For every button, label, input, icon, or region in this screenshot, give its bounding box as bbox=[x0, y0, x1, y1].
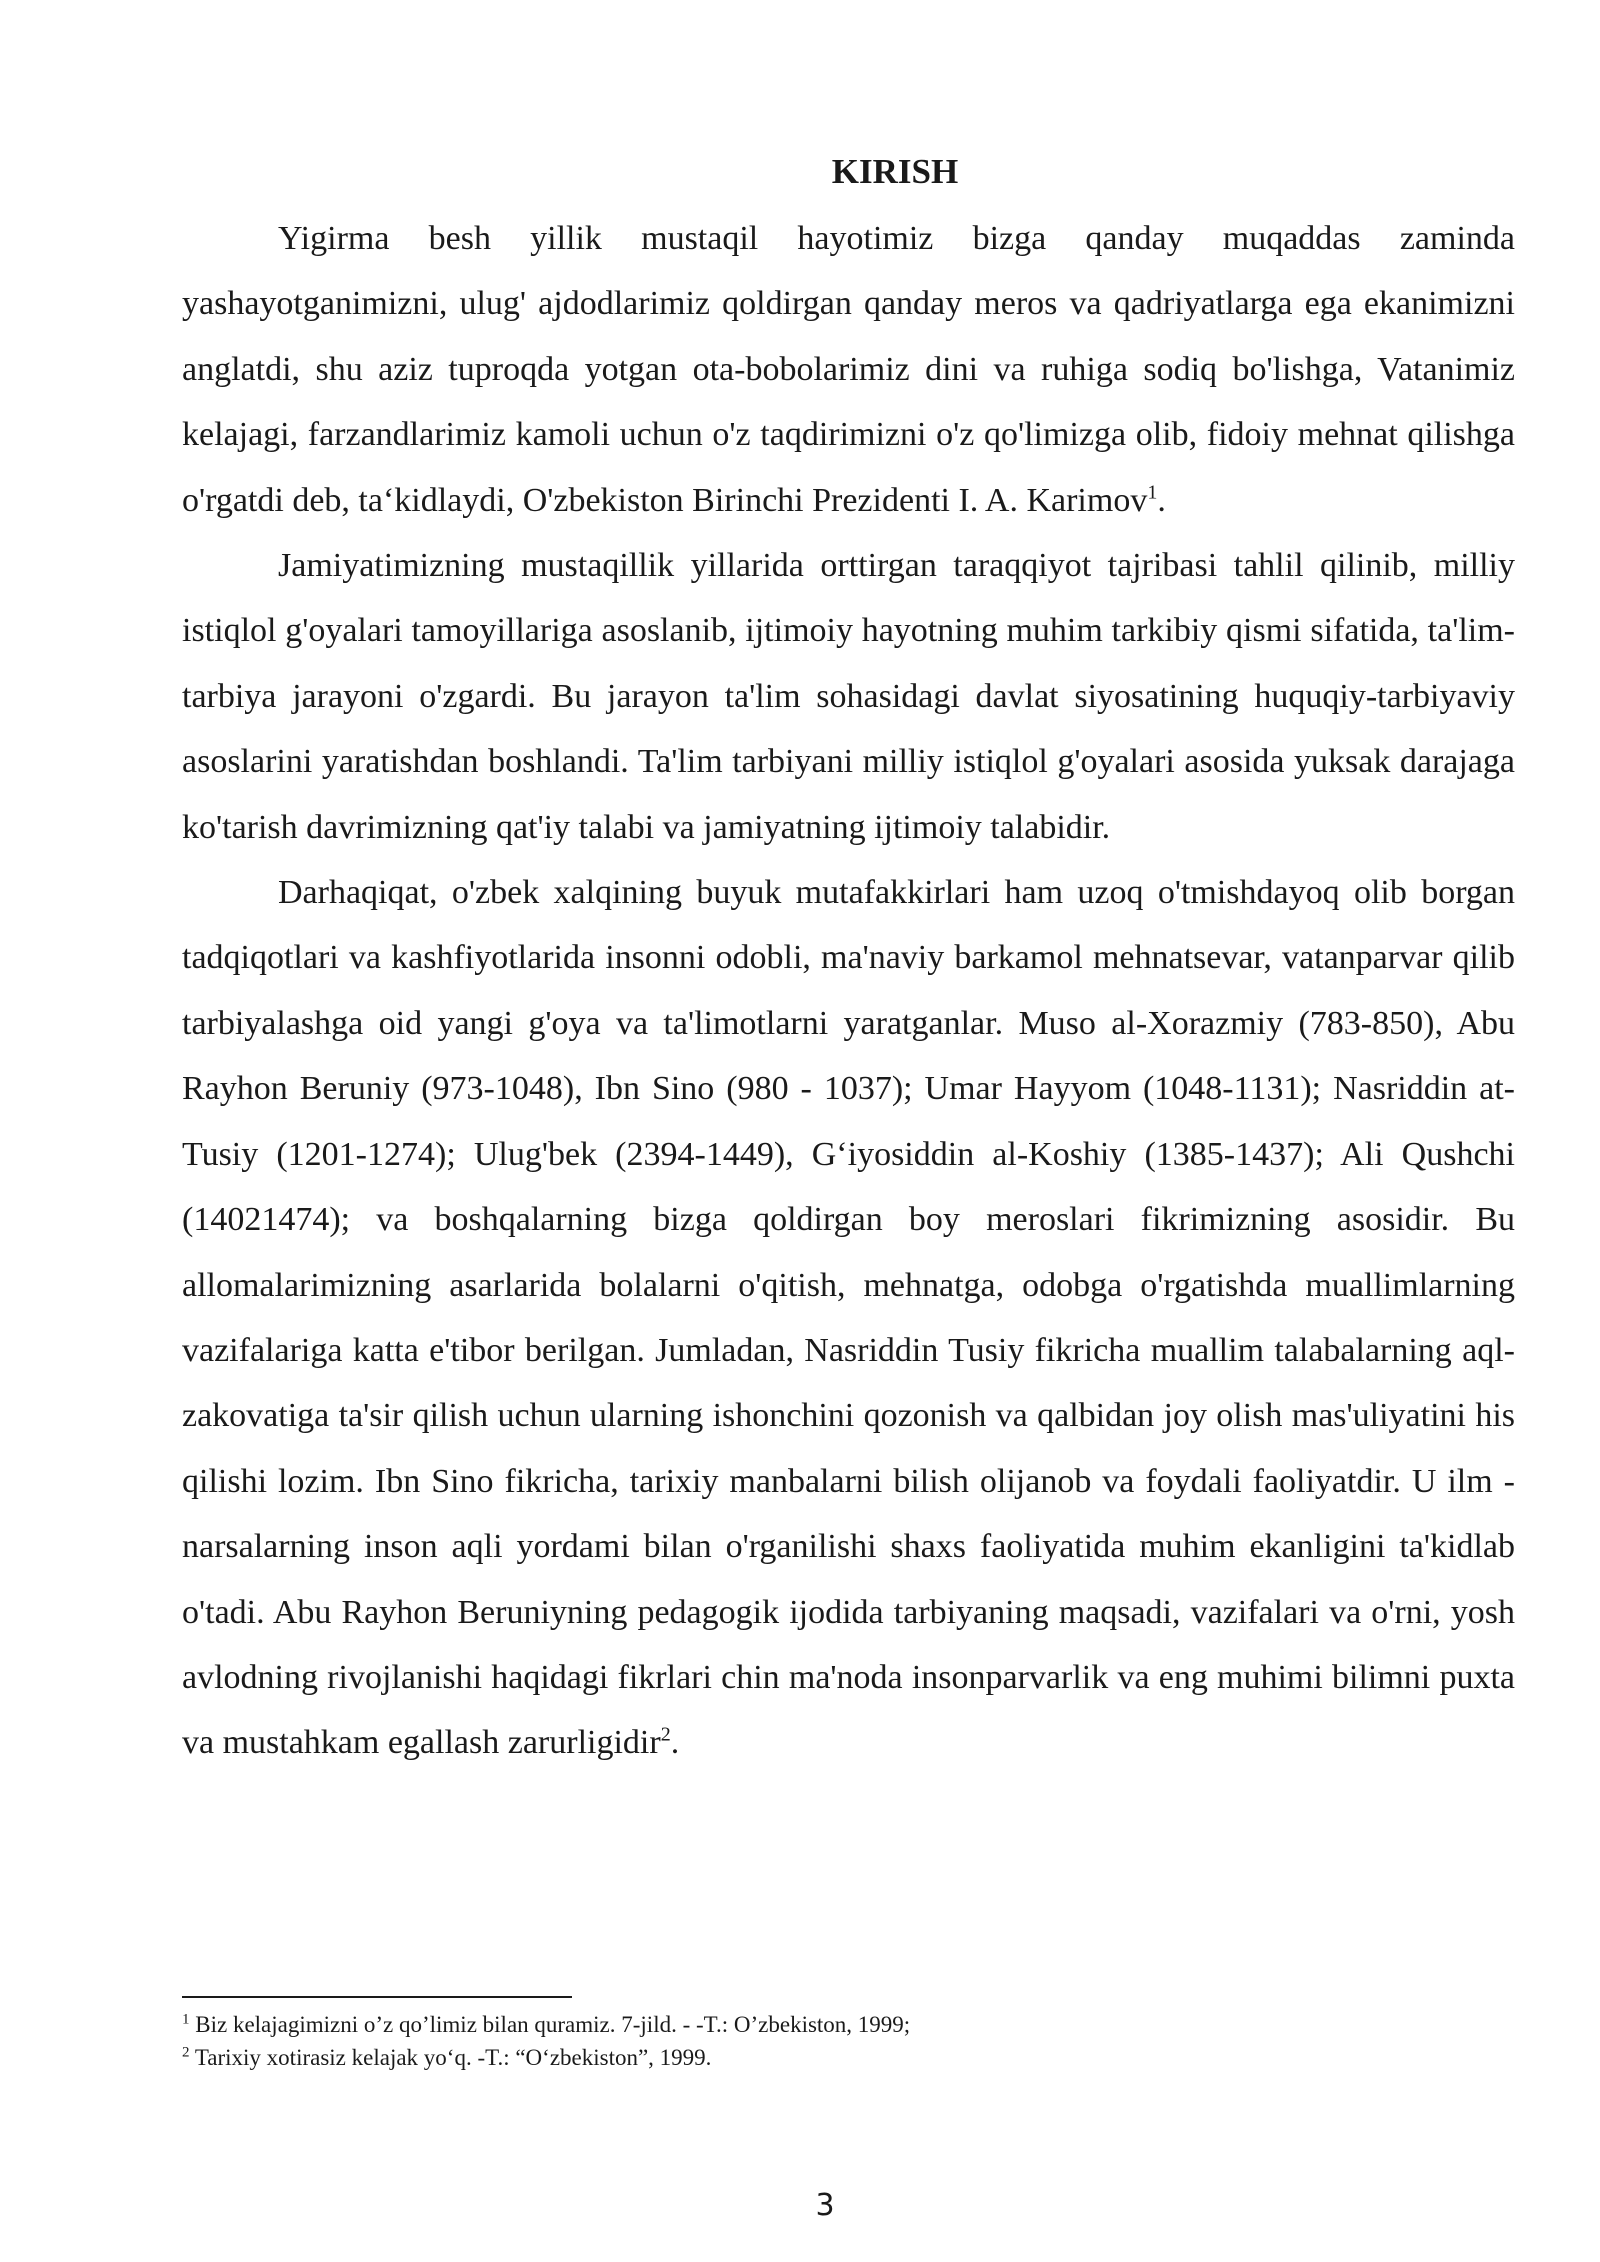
footnote-2-number: 2 bbox=[182, 2044, 190, 2061]
footnote-ref-1: 1 bbox=[1147, 481, 1158, 504]
paragraph-1-text: Yigirma besh yillik mustaqil hayotimiz bizga qanday muqaddas zaminda yashayotganimizni, ulug' ajdodlarimiz qoldirgan qanday meros va qadriyatlarga ega ekanimizni anglatdi, shu aziz tuproqda yotgan ota-bobolarimiz dini va ruhiga sodiq bo'lishga, Vatanimiz kelajagi, farzandlarimiz kamoli uchun o'z taqdirimizni o'z qo'limizga olib, fidoiy mehnat qilishga o'rgatdi deb, ta‘kidlaydi, O'zbekiston Birinchi Prezidenti I. A. Karimov bbox=[182, 220, 1515, 519]
paragraph-3-tail: . bbox=[670, 1724, 680, 1762]
paragraph-3-text: Darhaqiqat, o'zbek xalqining buyuk mutafakkirlari ham uzoq o'tmishdayoq olib borgan tadqiqotlari va kashfiyotlarida insonni odobli, ma'naviy barkamol mehnatsevar, vatanparvar qilib tarbiyalashga oid yangi g'oya va ta'limotlarni yaratganlar. Muso al-Xorazmiy (783-850), Abu Rayhon Beruniy (973-1048), Ibn Sino (980 - 1037); Umar Hayyom (1048-1131); Nasriddin at-Tusiy (1201-1274); Ulug'bek (2394-1449), G‘iyosiddin al-Koshiy (1385-1437); Ali Qushchi (14021474); va boshqalarning bizga qoldirgan boy meroslari fikrimizning asosidir. Bu allomalarimizning asarlarida bolalarni o'qitish, mehnatga, odobga o'rgatishda muallimlarning vazifalariga katta e'tibor berilgan. Jumladan, Nasriddin Tusiy fikricha muallim talabalarning aql-zakovatiga ta'sir qilish uchun ularning ishonchini qozonish va qalbidan joy olish mas'uliyatini his qilishi lozim. Ibn Sino fikricha, tarixiy manbalarni bilish olijanob va foydali faoliyatdir. U ilm - narsalarning inson aqli yordami bilan o'rganilishi shaxs faoliyatida muhim ekanligini ta'kidlab o'tadi. Abu Rayhon Beruniyning pedagogik ijodida tarbiyaning maqsadi, vazifalari va o'rni, yosh avlodning rivojlanishi haqidagi fikrlari chin ma'noda insonparvarlik va eng muhimi bilimni puxta va mustahkam egallash zarurligidir bbox=[182, 874, 1515, 1762]
footnote-2 bbox=[182, 2041, 1515, 2074]
footnote-1-number: 1 bbox=[182, 2011, 190, 2028]
paragraph-2-text: Jamiyatimizning mustaqillik yillarida orttirgan taraqqiyot tajribasi tahlil qilinib, milliy istiqlol g'oyalari tamoyillariga asoslanib, ijtimoiy hayotning muhim tarkibiy qismi sifatida, ta'lim-tarbiya jarayoni o'zgardi. Bu jarayon ta'lim sohasidagi davlat siyosatining huquqiy-tarbiyaviy asoslarini yaratishdan boshlandi. Ta'lim tarbiyani milliy istiqlol g'oyalari asosida yuksak darajaga ko'tarish davrimizning qat'iy talabi va jamiyatning ijtimoiy talabidir. bbox=[182, 547, 1515, 846]
body-text bbox=[182, 206, 1515, 1776]
paragraph-1-tail: . bbox=[1157, 481, 1166, 519]
paragraph-2 bbox=[182, 533, 1515, 860]
footnote-2-text: Tarixiy xotirasiz kelajak yo‘q. -T.: “O‘zbekiston”, 1999. bbox=[194, 2045, 712, 2070]
paragraph-3 bbox=[182, 860, 1515, 1776]
page-number: 3 bbox=[815, 2188, 835, 2223]
footnote-1-text: Biz kelajagimizni o’z qo’limiz bilan quramiz. 7-jild. - -T.: O’zbekiston, 1999; bbox=[195, 2012, 911, 2037]
section-title: KIRISH bbox=[831, 152, 959, 191]
footnote-separator bbox=[182, 1996, 572, 1998]
paragraph-1 bbox=[182, 206, 1515, 533]
footnotes bbox=[182, 2008, 1515, 2074]
footnote-ref-2: 2 bbox=[660, 1724, 671, 1747]
footnote-1 bbox=[182, 2008, 1515, 2041]
